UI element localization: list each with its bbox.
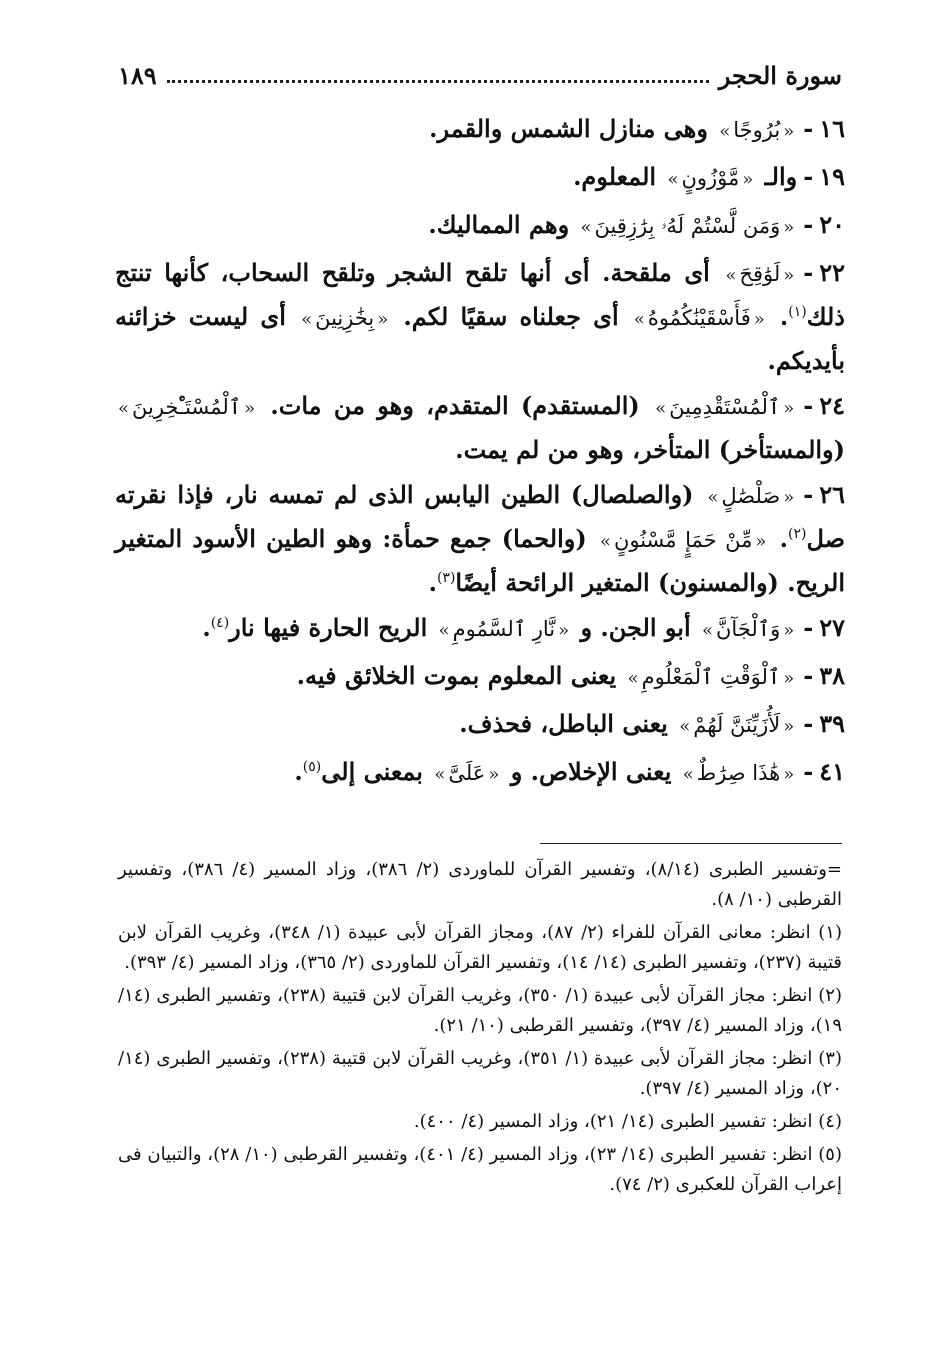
quran-open-bracket-icon: « (783, 217, 795, 238)
quran-open-bracket-icon: « (244, 398, 256, 419)
quran-word: مِّنْ حَمَإٍ مَّسْنُونٍ (613, 528, 753, 552)
quran-open-bracket-icon: « (488, 764, 500, 785)
verse-number: ٢٠ (819, 210, 845, 239)
running-header (118, 58, 842, 92)
glossary-entry (115, 703, 845, 747)
quran-open-bracket-icon: « (783, 398, 795, 419)
quran-word: فَأَسْقَيْنَٰكُمُوهُ (647, 306, 751, 330)
footnote-separator (540, 843, 842, 844)
gloss-text: الريح الحارة فيها نار (229, 613, 436, 642)
gloss-text: (والمستأخر) المتأخر، وهو من لم يمت. (455, 435, 845, 464)
verse-number: ٢٧ (819, 613, 845, 642)
gloss-text: . (428, 568, 437, 597)
header-dot-leader (167, 80, 709, 83)
footnotes (118, 855, 842, 1203)
footnote: (٣) انظر: مجاز القرآن لأبى عبيدة (١/ ٣٥١)، وغريب القرآن لابن قتيبة (٢٣٨)، وتفسير الطبرى (١٤/ ٢٠)، وزاد المسير (٤/ ٣٩٧). (118, 1048, 842, 1099)
quran-word: لَوَٰقِحَ (739, 262, 781, 286)
quran-close-bracket-icon: » (667, 169, 679, 190)
gloss-text: وهى منازل الشمس والقمر. (429, 114, 717, 143)
gloss-text: يعنى الإخلاص. و (502, 757, 680, 786)
quran-word: نَّارِ ٱلسَّمُومِ (452, 617, 556, 641)
entry-dash: - (803, 114, 814, 143)
quran-close-bracket-icon: » (725, 265, 737, 286)
quran-word: مَّوْزُونٍ (681, 166, 740, 190)
footnote-reference[interactable]: (٥) (302, 759, 322, 775)
glossary-entry (115, 474, 845, 603)
quran-open-bracket-icon: « (783, 764, 795, 785)
quran-open-bracket-icon: « (783, 668, 795, 689)
verse-number: ١٦ (819, 114, 845, 143)
verse-number: ٣٩ (819, 709, 845, 738)
quran-open-bracket-icon: « (783, 265, 795, 286)
gloss-text: يعنى المعلوم بموت الخلائق فيه. (296, 661, 625, 690)
quran-open-bracket-icon: « (783, 620, 795, 641)
footnote: (٥) انظر: تفسير الطبرى (١٤/ ٢٣)، وزاد المسير (٤/ ٤٠١)، وتفسير القرطبى (١٠/ ٢٨)، والتبيان فى إعراب القرآن للعكبرى (٢/ ٧٤). (118, 1144, 842, 1195)
gloss-text: . (769, 524, 788, 553)
glossary-entry (115, 252, 845, 381)
quran-close-bracket-icon: » (627, 668, 639, 689)
footnote: =وتفسير الطبرى (٨/١٤)، وتفسير القرآن للماوردى (٢/ ٣٨٦)، وزاد المسير (٤/ ٣٨٦)، وتفسير القرطبى (١٠/ ٨). (118, 859, 843, 910)
quran-word: ٱلْوَقْتِ ٱلْمَعْلُومِ (641, 665, 781, 689)
gloss-text: (والصلصال) الطين اليابس الذى لم تمسه نار، فإذا نقرته صل (115, 480, 845, 553)
quran-close-bracket-icon: » (580, 217, 592, 238)
entry-dash: - (803, 210, 814, 239)
quran-close-bracket-icon: » (655, 398, 667, 419)
entry-dash: - (803, 757, 814, 786)
verse-number: ٢٦ (819, 480, 845, 509)
gloss-text: (المستقدم) المتقدم، وهو من مات. (258, 391, 653, 420)
quran-close-bracket-icon: » (719, 121, 731, 142)
gloss-text: بمعنى إلى (321, 757, 432, 786)
quran-close-bracket-icon: » (599, 531, 611, 552)
entry-dash: - (803, 258, 814, 287)
quran-word: بُرُوجًا (733, 118, 781, 142)
quran-word: وَمَن لَّسْتُمْ لَهُۥ بِرَٰزِقِينَ (594, 214, 781, 238)
quran-open-bracket-icon: « (783, 487, 795, 508)
footnote: (١) انظر: معانى القرآن للفراء (٢/ ٨٧)، ومجاز القرآن لأبى عبيدة (١/ ٣٤٨)، وغريب القرآن لابن قتيبة (٢٣٧)، وتفسير الطبرى (١٤/ ١٤)، وتفسير القرآن للماوردى (٢/ ٣٦٥)، وزاد المسير (٤/ ٣٩٣). (118, 922, 842, 973)
entry-dash: - (803, 480, 814, 509)
verse-number: ٢٢ (819, 258, 845, 287)
gloss-text: يعنى الباطل، فحذف. (459, 709, 677, 738)
entry-dash: - (803, 162, 814, 191)
entry-dash: - (803, 661, 814, 690)
quran-word: هَٰذَا صِرَٰطٌ (696, 761, 781, 785)
quran-close-bracket-icon: » (679, 716, 691, 737)
glossary-entry (115, 607, 845, 651)
footnote: (٤) انظر: تفسير الطبرى (١٤/ ٢١)، وزاد المسير (٤/ ٤٠٠). (413, 1111, 842, 1132)
gloss-text: أبو الجن. و (572, 613, 699, 642)
entry-dash: - (803, 709, 814, 738)
gloss-text: المعلوم. (573, 162, 665, 191)
gloss-text: . (294, 757, 303, 786)
entry-dash: - (803, 613, 814, 642)
glossary-entry (115, 156, 845, 200)
quran-word: وَٱلْجَآنَّ (716, 617, 781, 641)
quran-word: لَأُزَيِّنَنَّ لَهُمْ (693, 713, 781, 737)
quran-close-bracket-icon: » (701, 620, 713, 641)
quran-open-bracket-icon: « (742, 169, 754, 190)
gloss-text: . (767, 302, 789, 331)
quran-word: بِخَٰزِنِينَ (315, 306, 375, 330)
verse-number: ٤١ (819, 757, 845, 786)
quran-close-bracket-icon: » (438, 620, 450, 641)
verse-number: ١٩ (819, 162, 845, 191)
gloss-text: والـ (756, 162, 798, 191)
entry-dash: - (803, 391, 814, 420)
footnote-reference[interactable]: (٣) (436, 570, 456, 586)
gloss-text: وهم المماليك. (428, 210, 578, 239)
quran-word: صَلْصَٰلٍ (721, 484, 781, 508)
gloss-text: (والحما) جمع حمأة: وهو الطين الأسود المتغير الريح. (والمسنون) المتغير الرائحة أيضًا (115, 524, 845, 597)
quran-open-bracket-icon: « (783, 121, 795, 142)
footnote-reference[interactable]: (٤) (210, 615, 230, 631)
quran-close-bracket-icon: » (434, 764, 446, 785)
quran-open-bracket-icon: « (755, 531, 767, 552)
quran-word: ٱلْمُسْتَـْٔخِرِينَ (132, 395, 242, 419)
gloss-text: أى ليست خزائنه بأيديكم. (115, 302, 845, 375)
quran-word: ٱلْمُسْتَقْدِمِينَ (669, 395, 781, 419)
quran-close-bracket-icon: » (707, 487, 719, 508)
page-number: ١٨٩ (118, 60, 157, 90)
quran-close-bracket-icon: » (682, 764, 694, 785)
glossary-entry (115, 204, 845, 248)
glossary-entries (115, 108, 845, 799)
gloss-text: أى ملقحة. أى أنها تلقح الشجر وتلقح السحاب، كأنها تنتج ذلك (115, 258, 845, 331)
quran-open-bracket-icon: « (753, 309, 765, 330)
verse-number: ٢٤ (819, 391, 845, 420)
footnote-reference[interactable]: (١) (788, 304, 807, 320)
quran-close-bracket-icon: » (301, 309, 313, 330)
glossary-entry (115, 385, 845, 470)
quran-open-bracket-icon: « (783, 716, 795, 737)
footnote: (٢) انظر: مجاز القرآن لأبى عبيدة (١/ ٣٥٠)، وغريب القرآن لابن قتيبة (٢٣٨)، وتفسير الطبرى (١٤/ ١٩)، وزاد المسير (٤/ ٣٩٧)، وتفسير القرطبى (١٠/ ٢١). (118, 985, 842, 1036)
glossary-entry (115, 108, 845, 152)
quran-word: عَلَىَّ (448, 761, 486, 785)
footnote-reference[interactable]: (٢) (787, 526, 807, 542)
quran-open-bracket-icon: « (377, 309, 389, 330)
gloss-text: . (202, 613, 211, 642)
quran-close-bracket-icon: » (633, 309, 645, 330)
quran-close-bracket-icon: » (118, 398, 130, 419)
glossary-entry (115, 655, 845, 699)
quran-open-bracket-icon: « (558, 620, 570, 641)
gloss-text: أى جعلناه سقيًا لكم. (391, 302, 631, 331)
verse-number: ٣٨ (819, 661, 845, 690)
glossary-entry (115, 751, 845, 795)
surah-title: سورة الحجر (718, 60, 842, 90)
